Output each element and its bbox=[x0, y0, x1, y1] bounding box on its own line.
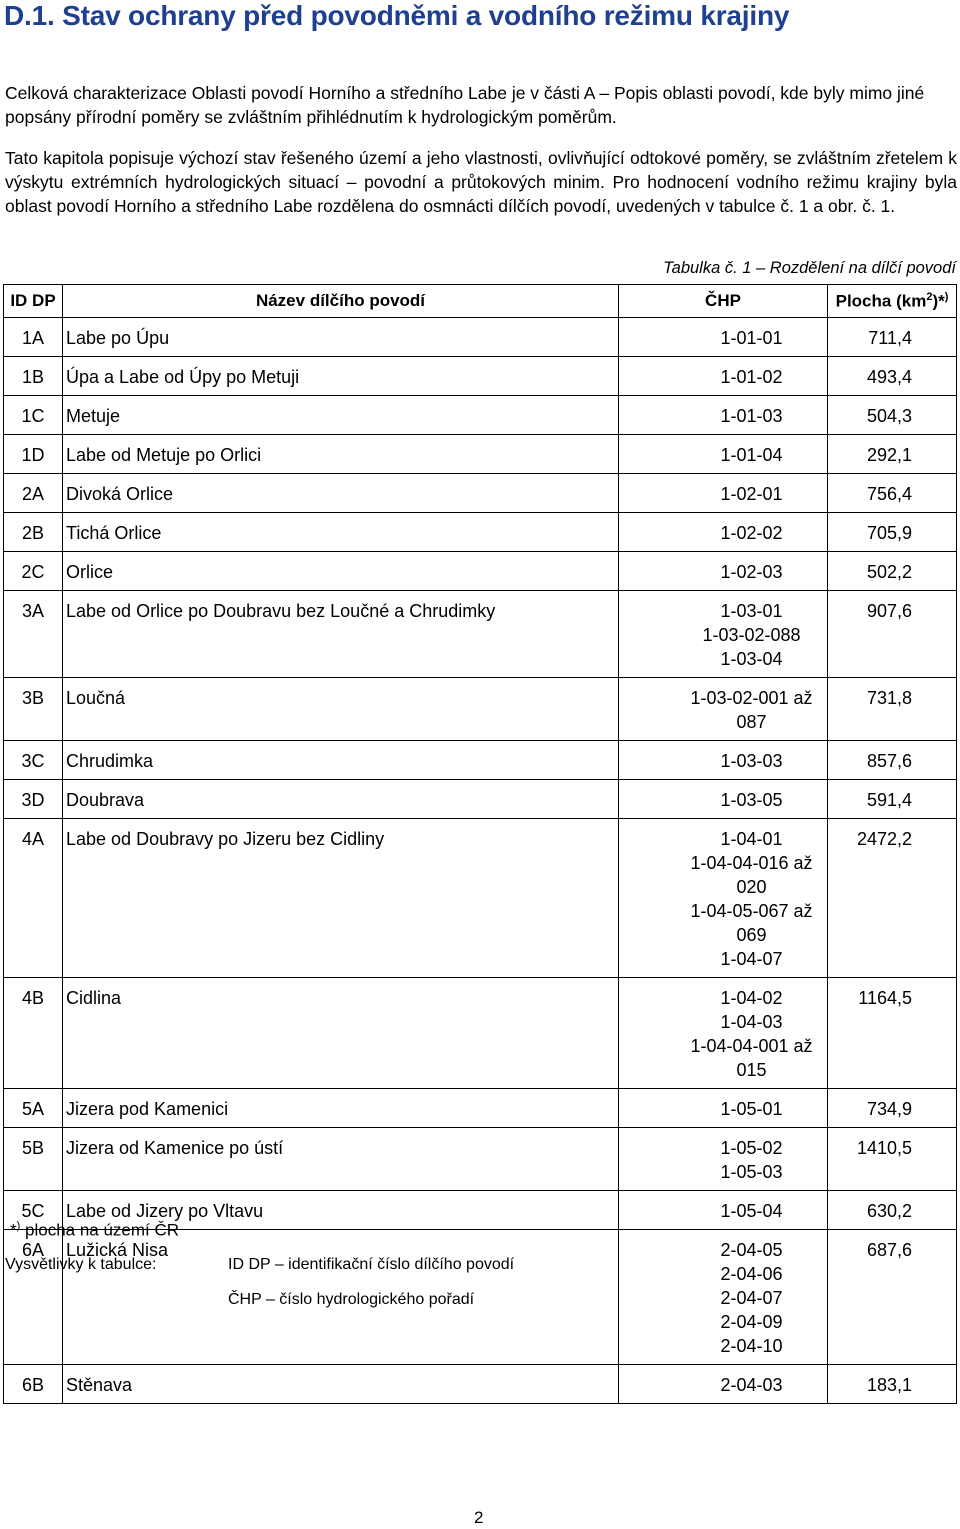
cell-chp bbox=[619, 978, 828, 1089]
cell-chp bbox=[619, 474, 828, 513]
chp-value: 1-01-04 bbox=[720, 445, 783, 465]
chp-value: 2-04-09 bbox=[720, 1312, 783, 1332]
cell-area: 493,4 bbox=[828, 357, 957, 396]
cell-chp bbox=[619, 435, 828, 474]
cell-area: 705,9 bbox=[828, 513, 957, 552]
cell-name: Labe od Metuje po Orlici bbox=[63, 435, 619, 474]
intro-paragraph: Celková charakterizace Oblasti povodí Horního a středního Labe je v části A – Popis oblasti povodí, kde byly mimo jiné popsány přírodní poměry se zvláštním přihlédnutím k hydrologickým poměrům. bbox=[5, 83, 925, 127]
table-row bbox=[4, 357, 957, 396]
cell-name: Tichá Orlice bbox=[63, 513, 619, 552]
cell-chp bbox=[619, 1191, 828, 1230]
chp-value: 2-04-05 bbox=[720, 1240, 783, 1260]
cell-name: Orlice bbox=[63, 552, 619, 591]
cell-id: 3D bbox=[4, 780, 63, 819]
cell-name: Divoká Orlice bbox=[63, 474, 619, 513]
chp-value: 1-03-05 bbox=[720, 790, 783, 810]
cell-id: 6B bbox=[4, 1365, 63, 1404]
cell-chp bbox=[619, 1089, 828, 1128]
cell-chp bbox=[619, 552, 828, 591]
table-row bbox=[4, 678, 957, 741]
cell-chp bbox=[619, 1230, 828, 1365]
chp-value: 2-04-10 bbox=[720, 1336, 783, 1356]
table-row bbox=[4, 819, 957, 978]
cell-id: 1A bbox=[4, 318, 63, 357]
cell-chp bbox=[619, 591, 828, 678]
chp-value: 1-03-04 bbox=[720, 649, 783, 669]
table-row bbox=[4, 435, 957, 474]
cell-id: 1C bbox=[4, 396, 63, 435]
cell-area: 1164,5 bbox=[828, 978, 957, 1089]
chp-value: 1-04-07 bbox=[720, 949, 783, 969]
chp-value: 1-02-01 bbox=[720, 484, 783, 504]
chp-value: 1-04-05-067 až 069 bbox=[690, 901, 813, 945]
chp-value: 1-03-02-088 bbox=[702, 625, 801, 645]
cell-area: 504,3 bbox=[828, 396, 957, 435]
cell-name: Lužická Nisa bbox=[63, 1230, 619, 1365]
cell-id: 3B bbox=[4, 678, 63, 741]
cell-name: Doubrava bbox=[63, 780, 619, 819]
cell-chp bbox=[619, 396, 828, 435]
chp-value: 1-05-01 bbox=[720, 1099, 783, 1119]
cell-area: 857,6 bbox=[828, 741, 957, 780]
cell-id: 5A bbox=[4, 1089, 63, 1128]
chp-value: 1-04-04-016 až 020 bbox=[690, 853, 813, 897]
cell-chp bbox=[619, 513, 828, 552]
cell-id: 4B bbox=[4, 978, 63, 1089]
table-row bbox=[4, 1230, 957, 1365]
chp-value: 1-01-01 bbox=[720, 328, 783, 348]
cell-id: 1D bbox=[4, 435, 63, 474]
cell-chp bbox=[619, 819, 828, 978]
table-row bbox=[4, 318, 957, 357]
table-row bbox=[4, 396, 957, 435]
chp-value: 1-04-02 bbox=[720, 988, 783, 1008]
table-row bbox=[4, 780, 957, 819]
cell-name: Úpa a Labe od Úpy po Metuji bbox=[63, 357, 619, 396]
cell-name: Labe od Doubravy po Jizeru bez Cidliny bbox=[63, 819, 619, 978]
chp-value: 1-04-03 bbox=[720, 1012, 783, 1032]
cell-name: Jizera pod Kamenici bbox=[63, 1089, 619, 1128]
cell-chp bbox=[619, 1128, 828, 1191]
cell-area: 756,4 bbox=[828, 474, 957, 513]
cell-id: 5B bbox=[4, 1128, 63, 1191]
description-paragraph: Tato kapitola popisuje výchozí stav řešeného území a jeho vlastnosti, ovlivňující odtokové poměry, se zvláštním zřetelem k výskytu extrémních hydrologických situací – povodní a průtokových minim. Pro hodnocení vodního režimu krajiny byla oblast povodí Horního a středního Labe rozdělena do osmnácti dílčích povodí, uvedených v tabulce č. 1 a obr. č. 1. bbox=[5, 148, 957, 216]
cell-id: 6A bbox=[4, 1230, 63, 1365]
chp-value: 1-02-03 bbox=[720, 562, 783, 582]
table-row bbox=[4, 741, 957, 780]
chp-value: 1-03-01 bbox=[720, 601, 783, 621]
table-row bbox=[4, 1365, 957, 1404]
chp-value: 1-04-04-001 až 015 bbox=[690, 1036, 813, 1080]
header-chp: ČHP bbox=[619, 285, 828, 318]
table-header-row bbox=[4, 285, 957, 318]
chp-value: 1-05-04 bbox=[720, 1201, 783, 1221]
chp-value: 1-04-01 bbox=[720, 829, 783, 849]
cell-area: 2472,2 bbox=[828, 819, 957, 978]
cell-id: 2B bbox=[4, 513, 63, 552]
cell-name: Jizera od Kamenice po ústí bbox=[63, 1128, 619, 1191]
table-caption: Tabulka č. 1 – Rozdělení na dílčí povodí bbox=[663, 259, 956, 277]
table-row bbox=[4, 474, 957, 513]
header-id: ID DP bbox=[4, 285, 63, 318]
cell-area: 183,1 bbox=[828, 1365, 957, 1404]
cell-chp bbox=[619, 318, 828, 357]
page-number: 2 bbox=[474, 1508, 484, 1527]
cell-area: 687,6 bbox=[828, 1230, 957, 1365]
table-row bbox=[4, 1128, 957, 1191]
cell-name: Labe po Úpu bbox=[63, 318, 619, 357]
footnote: *) plocha na území ČR bbox=[10, 1220, 180, 1240]
cell-name: Labe od Jizery po Vltavu bbox=[63, 1191, 619, 1230]
table-row bbox=[4, 591, 957, 678]
cell-area: 907,6 bbox=[828, 591, 957, 678]
cell-area: 630,2 bbox=[828, 1191, 957, 1230]
cell-chp bbox=[619, 678, 828, 741]
cell-id: 1B bbox=[4, 357, 63, 396]
cell-area: 734,9 bbox=[828, 1089, 957, 1128]
chp-value: 1-02-02 bbox=[720, 523, 783, 543]
cell-name: Stěnava bbox=[63, 1365, 619, 1404]
cell-chp bbox=[619, 1365, 828, 1404]
cell-name: Metuje bbox=[63, 396, 619, 435]
cell-name: Loučná bbox=[63, 678, 619, 741]
cell-id: 3C bbox=[4, 741, 63, 780]
cell-name: Cidlina bbox=[63, 978, 619, 1089]
chp-value: 1-03-02-001 až 087 bbox=[690, 688, 813, 732]
cell-area: 292,1 bbox=[828, 435, 957, 474]
chp-value: 1-01-02 bbox=[720, 367, 783, 387]
cell-id: 4A bbox=[4, 819, 63, 978]
chp-value: 1-03-03 bbox=[720, 751, 783, 771]
cell-id: 5C bbox=[4, 1191, 63, 1230]
header-name: Název dílčího povodí bbox=[63, 285, 619, 318]
table-row bbox=[4, 1089, 957, 1128]
cell-area: 502,2 bbox=[828, 552, 957, 591]
cell-id: 2C bbox=[4, 552, 63, 591]
cell-area: 711,4 bbox=[828, 318, 957, 357]
cell-chp bbox=[619, 741, 828, 780]
cell-chp bbox=[619, 780, 828, 819]
cell-area: 1410,5 bbox=[828, 1128, 957, 1191]
chp-value: 2-04-06 bbox=[720, 1264, 783, 1284]
table-row bbox=[4, 978, 957, 1089]
legend-item-id-dp: ID DP – identifikační číslo dílčího povodí bbox=[228, 1256, 515, 1273]
cell-id: 2A bbox=[4, 474, 63, 513]
chp-value: 2-04-07 bbox=[720, 1288, 783, 1308]
table-row bbox=[4, 552, 957, 591]
cell-chp bbox=[619, 357, 828, 396]
chp-value: 1-01-03 bbox=[720, 406, 783, 426]
cell-name: Chrudimka bbox=[63, 741, 619, 780]
header-area: Plocha $(km^2)*^)$ bbox=[828, 285, 957, 318]
cell-name: Labe od Orlice po Doubravu bez Loučné a Chrudimky bbox=[63, 591, 619, 678]
chp-value: 2-04-03 bbox=[720, 1375, 783, 1395]
legend-label: Vysvětlivky k tabulce: bbox=[5, 1256, 157, 1273]
chp-value: 1-05-03 bbox=[720, 1162, 783, 1182]
chp-value: 1-05-02 bbox=[720, 1138, 783, 1158]
cell-id: 3A bbox=[4, 591, 63, 678]
cell-area: 591,4 bbox=[828, 780, 957, 819]
table-row bbox=[4, 513, 957, 552]
legend-item-chp: ČHP – číslo hydrologického pořadí bbox=[228, 1291, 475, 1308]
page-title: D.1. Stav ochrany před povodněmi a vodního režimu krajiny bbox=[4, 0, 790, 31]
cell-area: 731,8 bbox=[828, 678, 957, 741]
